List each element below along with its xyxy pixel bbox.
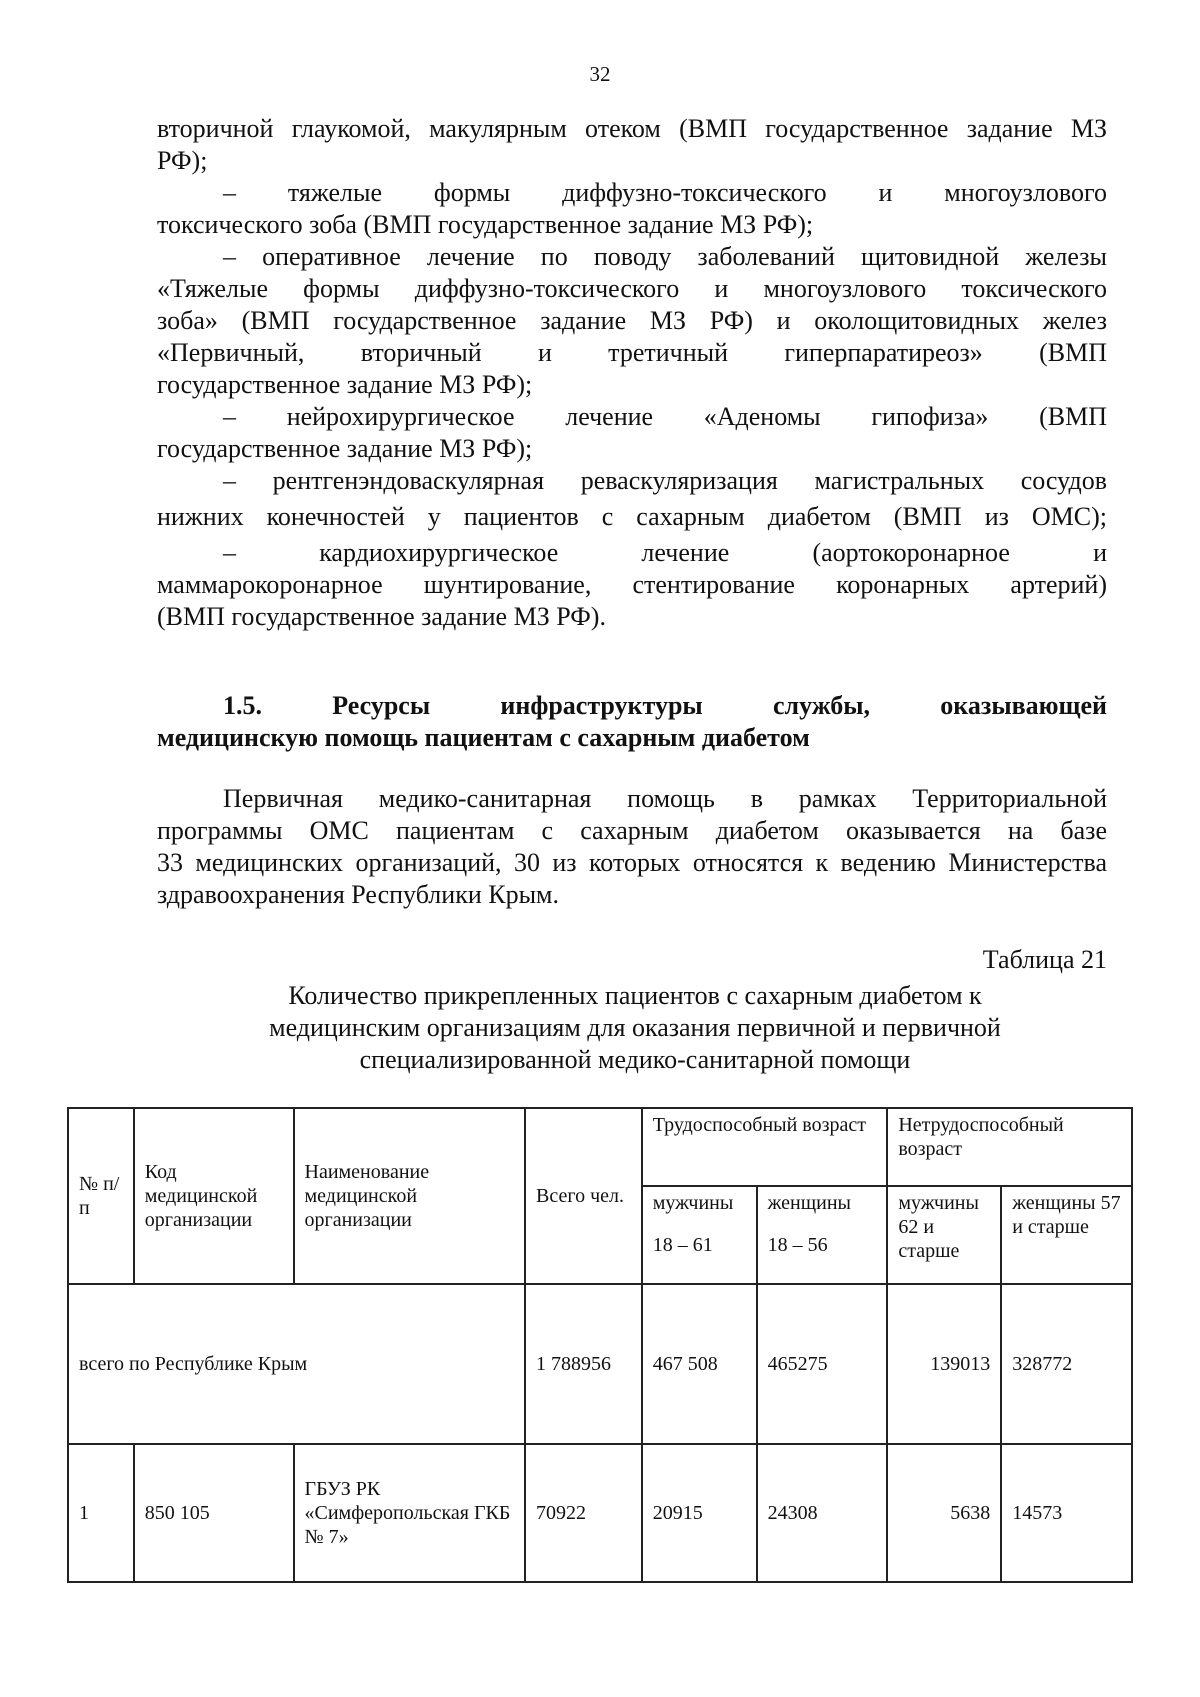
total-men-nonworking: 139013 bbox=[887, 1284, 1001, 1444]
text-line: Первичная медико-санитарная помощь в рамках Территориальной bbox=[223, 784, 1107, 813]
text-line: нижних конечностей у пациентов с сахарным диабетом (ВМП из ОМС); bbox=[157, 502, 1107, 531]
header-total: Всего чел. bbox=[525, 1108, 642, 1284]
text-line: маммарокоронарное шунтирование, стентирование коронарных артерий) bbox=[157, 570, 1107, 599]
row-women-nonworking: 14573 bbox=[1001, 1444, 1132, 1582]
text-line: РФ); bbox=[157, 146, 208, 175]
text-line: государственное задание МЗ РФ); bbox=[157, 434, 533, 463]
header-code: Код медицинской организации bbox=[134, 1108, 294, 1284]
row-men-nonworking: 5638 bbox=[887, 1444, 1001, 1582]
row-code: 850 105 bbox=[134, 1444, 294, 1582]
header-men-nonworking: мужчины 62 и старше bbox=[887, 1186, 1001, 1284]
list-block bbox=[157, 113, 1107, 633]
table-total-row bbox=[68, 1284, 1132, 1444]
header-women-nonworking: женщины 57 и старше bbox=[1001, 1186, 1132, 1284]
row-women-working: 24308 bbox=[757, 1444, 888, 1582]
total-all: 1 788956 bbox=[525, 1284, 642, 1444]
text-line: – тяжелые формы диффузно-токсического и многоузлового bbox=[223, 178, 1107, 207]
table-label: Таблица 21 bbox=[982, 945, 1107, 974]
text-line: здравоохранения Республики Крым. bbox=[157, 880, 559, 909]
header-women-working-label: женщины bbox=[767, 1192, 851, 1214]
text-line: «Тяжелые формы диффузно-токсического и многоузлового токсического bbox=[157, 274, 1107, 303]
text-line: государственное задание МЗ РФ); bbox=[157, 370, 533, 399]
page-number: 32 bbox=[589, 62, 611, 86]
total-women-nonworking: 328772 bbox=[1001, 1284, 1132, 1444]
text-line: зоба» (ВМП государственное задание МЗ РФ) и околощитовидных желез bbox=[157, 306, 1107, 335]
section-heading bbox=[157, 690, 1107, 754]
header-men-working-range: 18 – 61 bbox=[652, 1234, 713, 1256]
total-label: всего по Республике Крым bbox=[68, 1284, 525, 1444]
patients-table bbox=[67, 1107, 1133, 1583]
table-row bbox=[68, 1444, 1132, 1582]
row-total: 70922 bbox=[525, 1444, 642, 1582]
text-line: «Первичный, вторичный и третичный гиперпаратиреоз» (ВМП bbox=[157, 338, 1107, 367]
text-line: 33 медицинских организаций, 30 из которых относятся к ведению Министерства bbox=[157, 848, 1107, 877]
header-women-working bbox=[757, 1186, 888, 1284]
total-men-working: 467 508 bbox=[642, 1284, 757, 1444]
text-line: вторичной глаукомой, макулярным отеком (ВМП государственное задание МЗ bbox=[157, 114, 1107, 143]
row-num: 1 bbox=[68, 1444, 134, 1582]
header-nonworking-age: Нетрудоспособный возраст bbox=[887, 1108, 1132, 1186]
header-men-working-label: мужчины bbox=[652, 1192, 734, 1214]
text-line: (ВМП государственное задание МЗ РФ). bbox=[157, 602, 606, 631]
header-women-working-range: 18 – 56 bbox=[767, 1234, 828, 1256]
header-working-age: Трудоспособный возраст bbox=[642, 1108, 888, 1186]
text-line: – кардиохирургическое лечение (аортокоронарное и bbox=[223, 538, 1107, 567]
heading-line: 1.5. Ресурсы инфраструктуры службы, оказывающей bbox=[223, 691, 1107, 720]
table-header-row bbox=[68, 1108, 1132, 1186]
row-men-working: 20915 bbox=[642, 1444, 757, 1582]
caption-line: Количество прикрепленных пациентов с сахарным диабетом к bbox=[288, 981, 982, 1010]
header-men-working bbox=[642, 1186, 757, 1284]
section-paragraph bbox=[157, 783, 1107, 911]
total-women-working: 465275 bbox=[757, 1284, 888, 1444]
caption-line: специализированной медико-санитарной помощи bbox=[359, 1045, 911, 1074]
header-name: Наименование медицинской организации bbox=[294, 1108, 526, 1284]
text-line: – нейрохирургическое лечение «Аденомы гипофиза» (ВМП bbox=[223, 402, 1107, 431]
row-name: ГБУЗ РК «Симферопольская ГКБ № 7» bbox=[294, 1444, 526, 1582]
text-line: – рентгенэндоваскулярная реваскуляризация магистральных сосудов bbox=[223, 466, 1107, 495]
table-caption bbox=[200, 980, 1070, 1076]
text-line: токсического зоба (ВМП государственное задание МЗ РФ); bbox=[157, 210, 814, 239]
heading-line: медицинскую помощь пациентам с сахарным диабетом bbox=[157, 723, 810, 752]
header-num: № п/п bbox=[68, 1108, 134, 1284]
text-line: программы ОМС пациентам с сахарным диабетом оказывается на базе bbox=[157, 816, 1107, 845]
text-line: – оперативное лечение по поводу заболеваний щитовидной железы bbox=[223, 242, 1107, 271]
caption-line: медицинским организациям для оказания первичной и первичной bbox=[269, 1013, 1001, 1042]
